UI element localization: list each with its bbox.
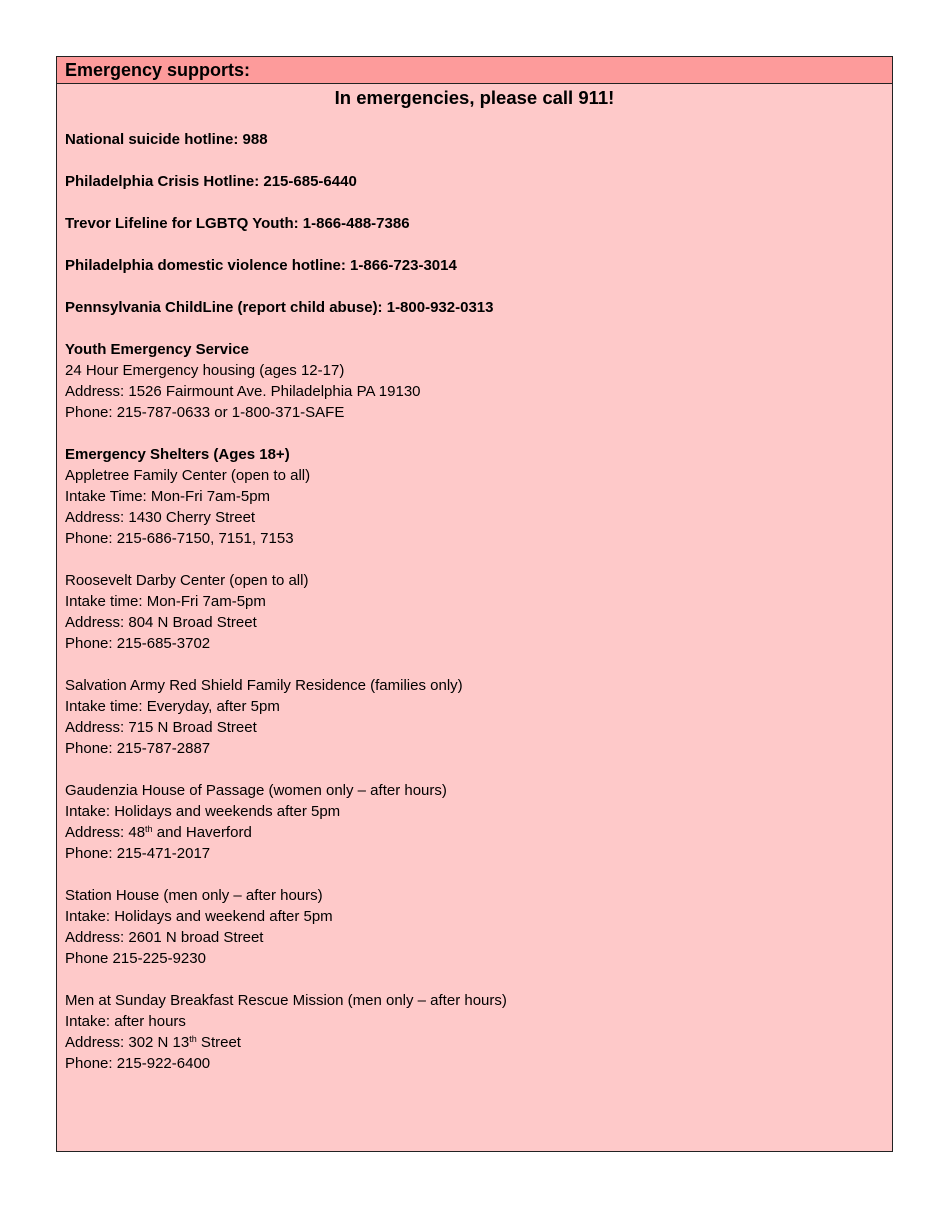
shelter-phone: Phone: 215-686-7150, 7151, 7153 [65, 530, 294, 547]
address-text: Address: 48 [65, 824, 146, 841]
shelter-phone: Phone: 215-922-6400 [65, 1055, 211, 1072]
shelter-address: Address: 1430 Cherry Street [65, 509, 256, 526]
shelter-address: Address: 715 N Broad Street [65, 719, 257, 736]
shelter-address [65, 822, 884, 843]
shelter-intake: Intake time: Mon-Fri 7am-5pm [65, 593, 266, 610]
emergency-headline: In emergencies, please call 911! [334, 87, 615, 108]
youth-service-description: 24 Hour Emergency housing (ages 12-17) [65, 362, 345, 379]
hotline-suicide: National suicide hotline: 988 [65, 131, 268, 148]
address-text-end: Street [196, 1034, 241, 1051]
box-content [57, 85, 892, 1074]
emergency-supports-box [56, 56, 893, 1152]
shelter-intake: Intake time: Everyday, after 5pm [65, 698, 280, 715]
shelter-name: Gaudenzia House of Passage (women only – after hours) [65, 782, 447, 799]
address-text-end: and Haverford [152, 824, 252, 841]
shelter-address [65, 1032, 884, 1053]
shelter-name: Salvation Army Red Shield Family Residence (families only) [65, 677, 463, 694]
shelter-name: Station House (men only – after hours) [65, 887, 323, 904]
shelter-phone: Phone: 215-787-2887 [65, 740, 211, 757]
shelter-intake: Intake: Holidays and weekend after 5pm [65, 908, 333, 925]
shelter-roosevelt [65, 570, 884, 654]
shelter-name: Appletree Family Center (open to all) [65, 467, 311, 484]
hotline-domestic-violence: Philadelphia domestic violence hotline: 1-866-723-3014 [65, 257, 457, 274]
youth-service-address: Address: 1526 Fairmount Ave. Philadelphia PA 19130 [65, 383, 421, 400]
youth-emergency-service [65, 339, 884, 423]
shelter-address: Address: 2601 N broad Street [65, 929, 264, 946]
youth-service-title: Youth Emergency Service [65, 341, 249, 358]
hotline-childline: Pennsylvania ChildLine (report child abuse): 1-800-932-0313 [65, 299, 494, 316]
box-header [57, 57, 892, 84]
address-text: Address: 302 N 13 [65, 1034, 190, 1051]
shelter-phone: Phone 215-225-9230 [65, 950, 206, 967]
shelter-name: Roosevelt Darby Center (open to all) [65, 572, 309, 589]
shelter-phone: Phone: 215-471-2017 [65, 845, 211, 862]
shelter-appletree [65, 444, 884, 549]
shelter-name: Men at Sunday Breakfast Rescue Mission (men only – after hours) [65, 992, 507, 1009]
shelter-intake: Intake Time: Mon-Fri 7am-5pm [65, 488, 271, 505]
shelter-intake: Intake: Holidays and weekends after 5pm [65, 803, 341, 820]
hotline-philadelphia-crisis: Philadelphia Crisis Hotline: 215-685-6440 [65, 173, 357, 190]
ordinal-suffix: th [189, 1034, 197, 1044]
youth-service-phone: Phone: 215-787-0633 or 1-800-371-SAFE [65, 404, 345, 421]
shelter-address: Address: 804 N Broad Street [65, 614, 257, 631]
shelter-salvation-army [65, 675, 884, 759]
shelter-station-house [65, 885, 884, 969]
hotline-trevor-lifeline: Trevor Lifeline for LGBTQ Youth: 1-866-488-7386 [65, 215, 410, 232]
shelter-gaudenzia [65, 780, 884, 864]
box-title: Emergency supports: [65, 60, 251, 80]
ordinal-suffix: th [145, 824, 153, 834]
shelter-sunday-breakfast [65, 990, 884, 1074]
shelter-intake: Intake: after hours [65, 1013, 186, 1030]
shelters-title: Emergency Shelters (Ages 18+) [65, 446, 290, 463]
shelter-phone: Phone: 215-685-3702 [65, 635, 211, 652]
